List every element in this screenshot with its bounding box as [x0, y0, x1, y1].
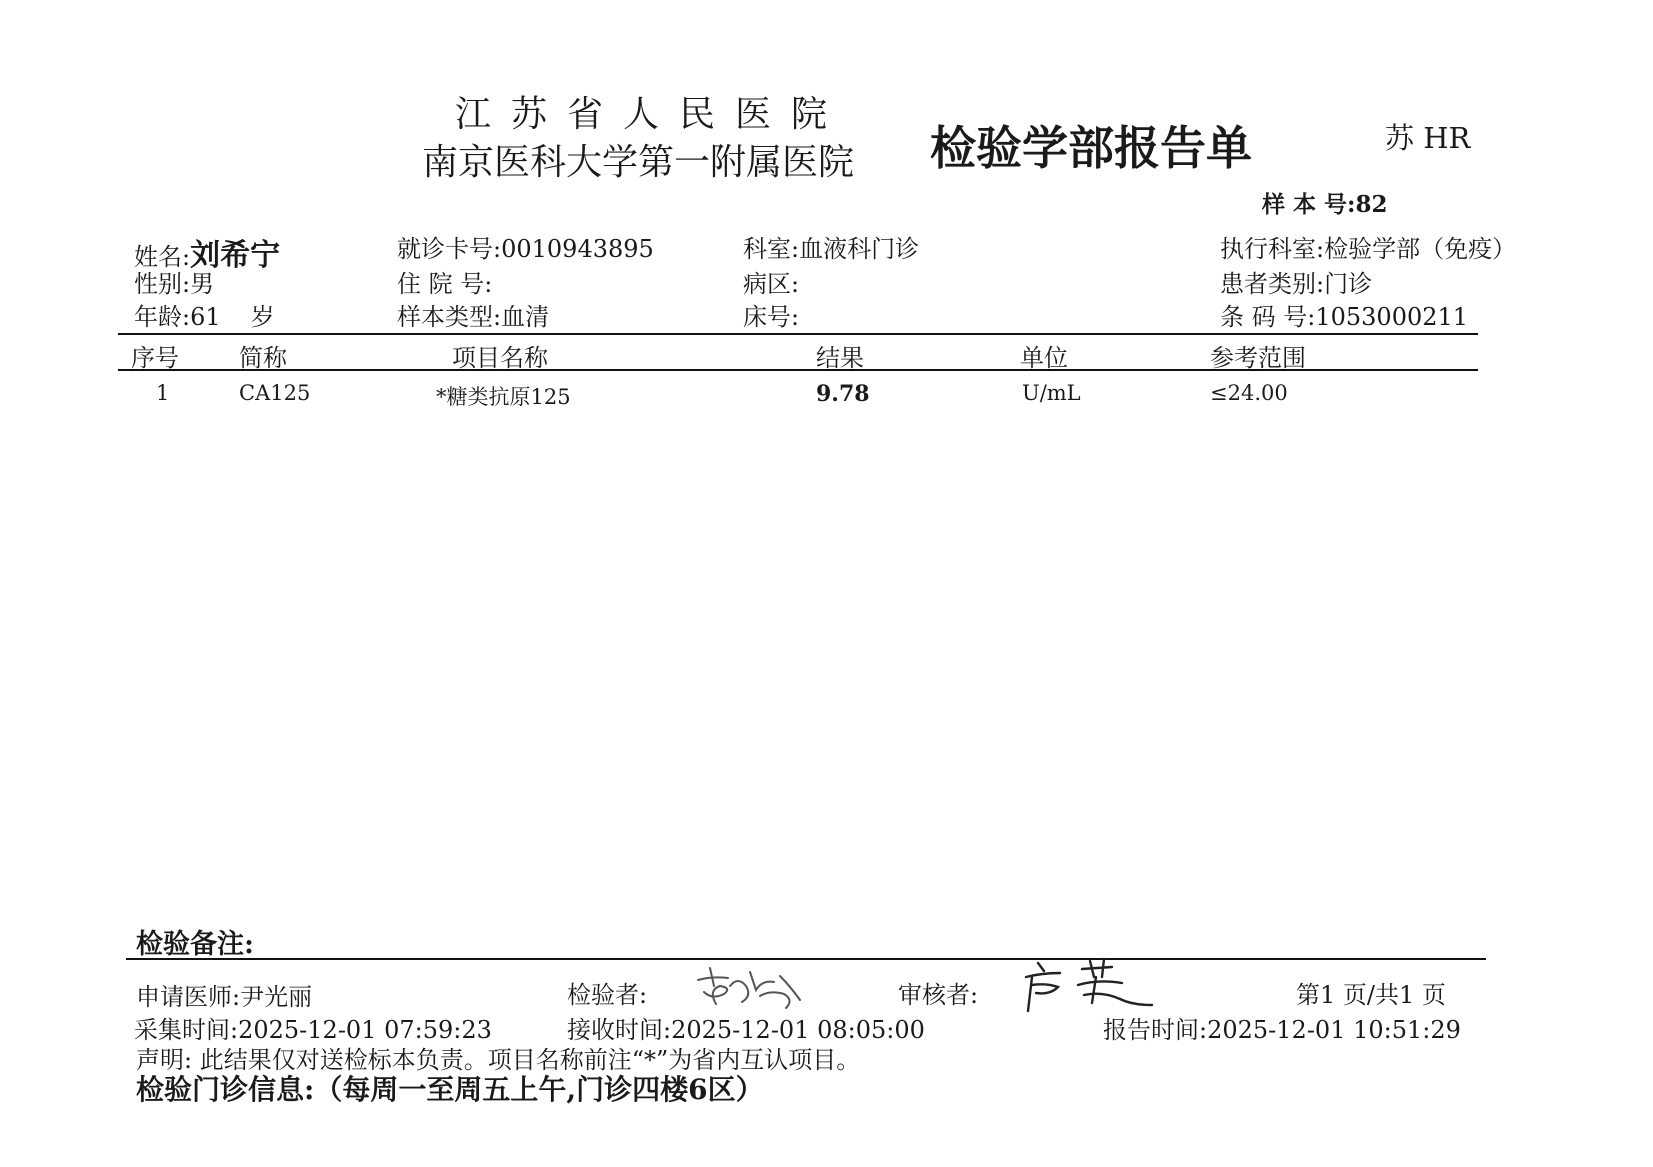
patient-type-label: 患者类别:	[1220, 270, 1325, 298]
sex-value: 男	[190, 270, 215, 298]
col-header-name: 项目名称	[452, 344, 548, 372]
collect-time-value: 2025-12-01 07:59:23	[238, 1016, 492, 1044]
department	[743, 229, 919, 264]
sample-number-value: 82	[1355, 191, 1388, 218]
barcode-value: 1053000211	[1315, 303, 1469, 331]
statement: 声明: 此结果仅对送检标本负责。项目名称前注“*”为省内互认项目。	[136, 1046, 861, 1074]
age-value: 61	[190, 303, 221, 331]
row-item-name: *糖类抗原125	[436, 385, 571, 409]
sample-number-label: 样 本 号:	[1262, 191, 1356, 218]
sample-type-label: 样本类型:	[397, 303, 502, 331]
collect-time-label: 采集时间:	[134, 1016, 239, 1044]
age-label: 年龄:	[134, 303, 191, 331]
inpatient-number-label: 住 院 号:	[397, 270, 493, 298]
row-result: 9.78	[816, 381, 870, 407]
reviewer-signature	[1020, 955, 1160, 1015]
table-top-rule	[118, 333, 1478, 335]
barcode-label: 条 码 号:	[1220, 303, 1316, 331]
col-header-abbr: 简称	[239, 344, 287, 372]
col-header-unit: 单位	[1020, 344, 1068, 372]
remark-label: 检验备注:	[136, 929, 254, 960]
sex-label: 性别:	[134, 270, 191, 298]
col-header-seq: 序号	[131, 344, 179, 372]
row-seq: 1	[156, 381, 170, 405]
requesting-doctor	[136, 977, 312, 1012]
hospital-name-line2: 南京医科大学第一附属医院	[422, 142, 855, 183]
age-unit: 岁	[250, 303, 275, 331]
inpatient-number	[397, 264, 492, 299]
tester-signature	[690, 956, 815, 1016]
exec-department	[1220, 229, 1516, 264]
age	[134, 297, 275, 332]
receive-time-label: 接收时间:	[567, 1016, 672, 1044]
ward-label: 病区:	[743, 270, 800, 298]
sample-type-value: 血清	[501, 303, 550, 331]
patient-name-label: 姓名:	[134, 243, 191, 271]
card-number	[397, 229, 654, 264]
doctor-value: 尹光丽	[240, 983, 313, 1011]
clinic-info: 检验门诊信息:（每周一至周五上午,门诊四楼6区）	[136, 1073, 764, 1106]
card-number-value: 0010943895	[501, 235, 654, 263]
report-title: 检验学部报告单	[930, 121, 1252, 175]
tester-label: 检验者:	[567, 981, 648, 1009]
region-code: 苏 HR	[1385, 121, 1471, 155]
department-value: 血液科门诊	[799, 235, 920, 263]
receive-time-value: 2025-12-01 08:05:00	[671, 1016, 925, 1044]
patient-name-value: 刘希宁	[190, 238, 281, 273]
row-abbr: CA125	[239, 381, 311, 405]
patient-type-value: 门诊	[1324, 270, 1373, 298]
ward	[743, 264, 799, 299]
hospital-name-line1: 江苏省人民医院	[455, 94, 848, 135]
col-header-result: 结果	[816, 344, 864, 372]
page-info: 第1 页/共1 页	[1296, 981, 1446, 1009]
row-range: ≤24.00	[1210, 381, 1288, 405]
sample-type	[397, 297, 549, 332]
report-time-value: 2025-12-01 10:51:29	[1207, 1016, 1461, 1044]
reviewer-label: 审核者:	[898, 981, 979, 1009]
bed-label: 床号:	[743, 303, 800, 331]
bed	[743, 297, 799, 332]
row-unit: U/mL	[1022, 381, 1081, 405]
barcode	[1220, 297, 1468, 332]
doctor-label: 申请医师:	[136, 983, 241, 1011]
department-label: 科室:	[743, 235, 800, 263]
exec-department-value: 检验学部（免疫）	[1324, 235, 1517, 263]
col-header-range: 参考范围	[1210, 344, 1306, 372]
report-time	[1103, 1010, 1461, 1045]
report-time-label: 报告时间:	[1103, 1016, 1208, 1044]
card-number-label: 就诊卡号:	[397, 235, 502, 263]
exec-department-label: 执行科室:	[1220, 235, 1325, 263]
patient-type	[1220, 264, 1372, 299]
sex	[134, 264, 214, 299]
sample-number	[1262, 186, 1388, 219]
